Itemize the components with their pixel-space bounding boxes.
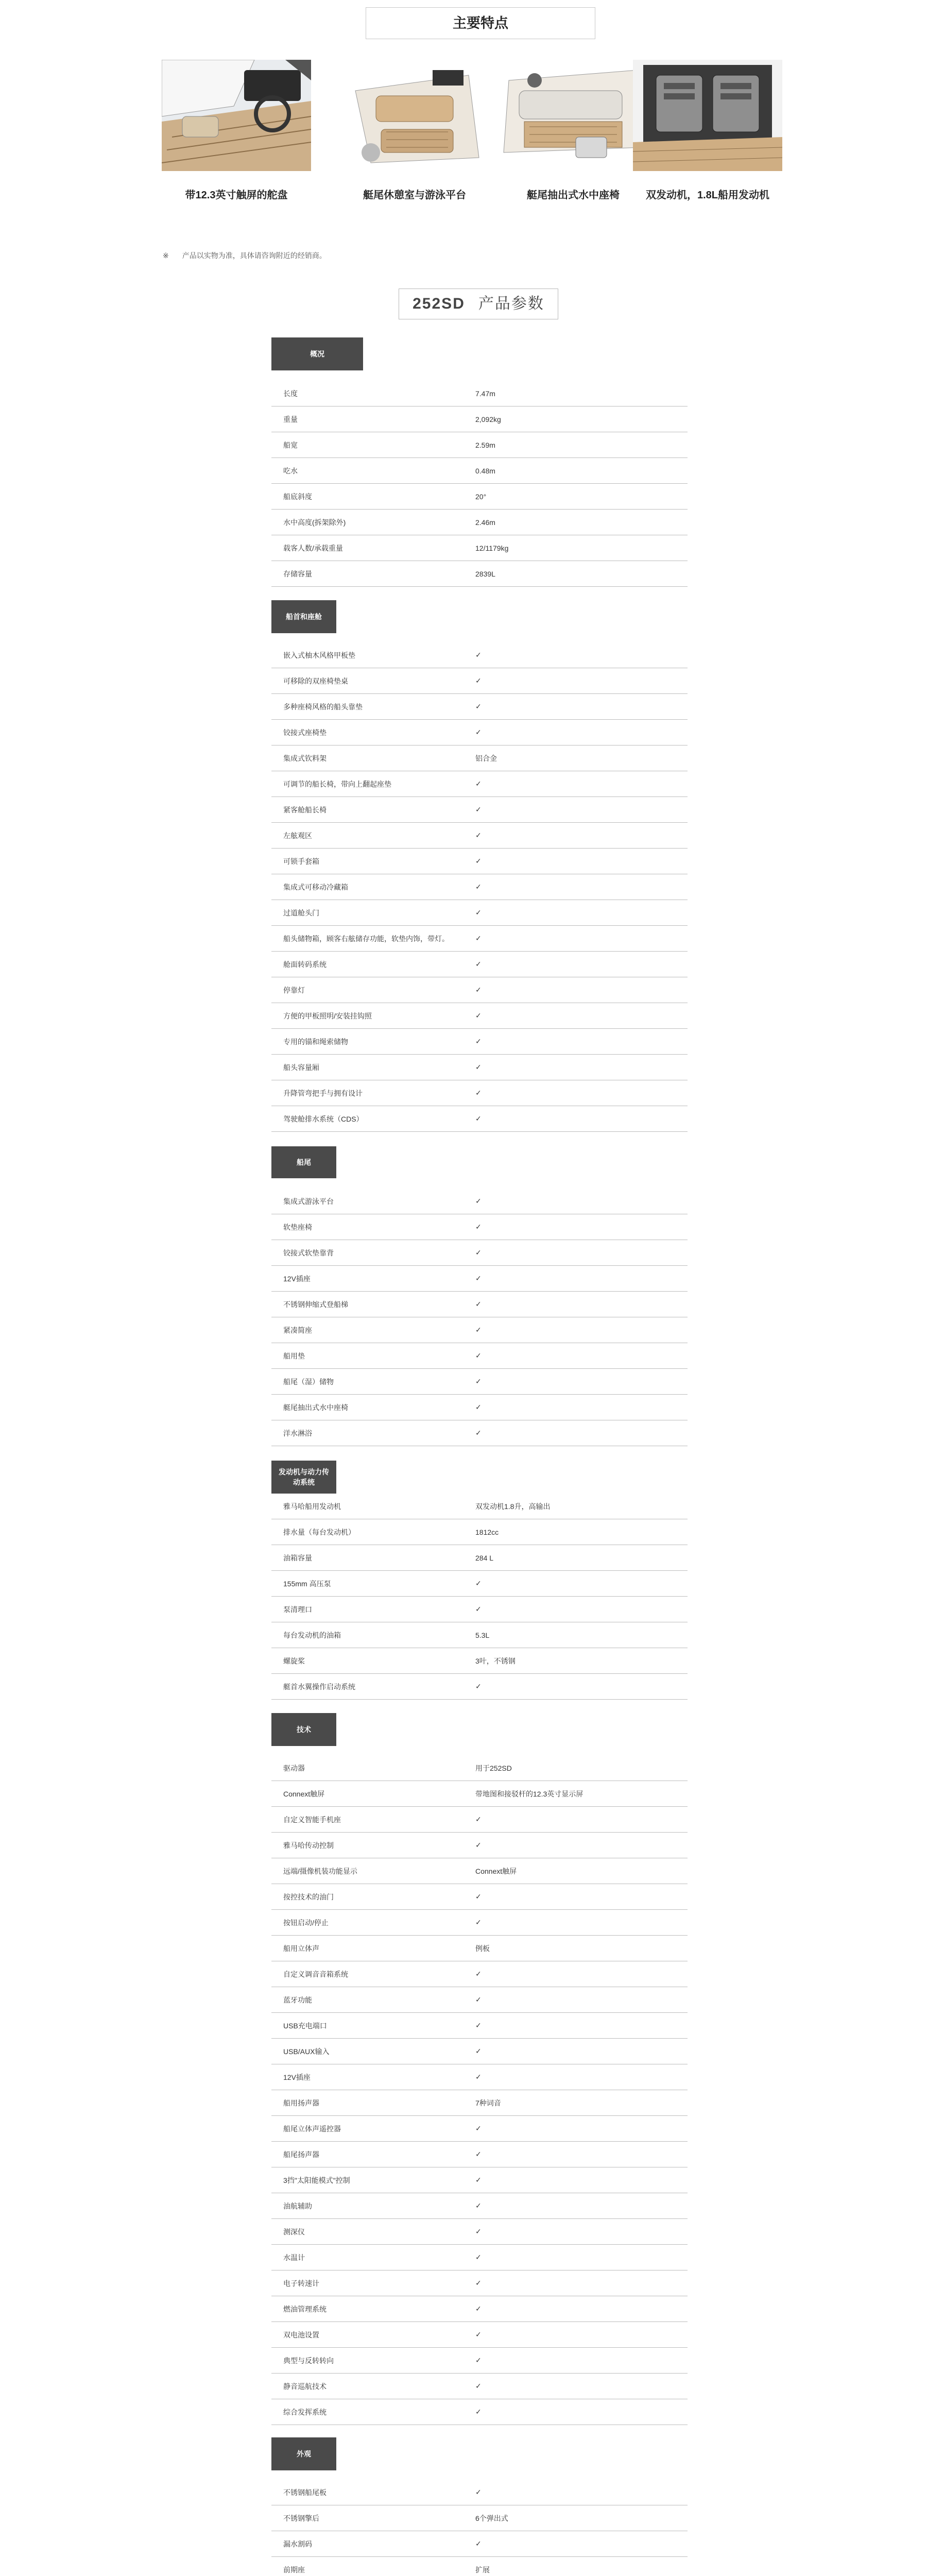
spec-key: 集成式游泳平台	[283, 1197, 334, 1206]
spec-key: 水中高度(拆架除外)	[283, 518, 346, 527]
spec-key: 左舷观区	[283, 831, 312, 840]
spec-key: 综合发挥系统	[283, 2408, 327, 2416]
spec-key: 船用立体声	[283, 1944, 319, 1953]
spec-key: 升降管弯把手与拥有设计	[283, 1089, 363, 1097]
check-icon: ✓	[475, 1970, 482, 1978]
spec-row	[271, 849, 688, 874]
spec-row	[271, 2142, 688, 2167]
spec-row	[271, 771, 688, 797]
spec-row	[271, 2219, 688, 2245]
spec-key: 重量	[283, 415, 298, 423]
spec-row	[271, 1106, 688, 1132]
spec-row	[271, 1029, 688, 1055]
check-icon: ✓	[475, 908, 482, 917]
spec-key: 前期座	[283, 2565, 305, 2574]
check-icon: ✓	[475, 1892, 482, 1901]
spec-key: 每台发动机的油箱	[283, 1631, 341, 1639]
spec-row	[271, 2193, 688, 2219]
check-icon: ✓	[475, 831, 482, 839]
features-title: 主要特点	[366, 7, 595, 39]
spec-key: 12V插座	[283, 2073, 311, 2081]
spec-key: 远端/摄像机装功能显示	[283, 1867, 357, 1875]
spec-key: 水温计	[283, 2253, 305, 2262]
spec-row	[271, 642, 688, 668]
spec-key: USB/AUX输入	[283, 2047, 330, 2056]
note-text: 产品以实物为准，具体请咨询附近的经销商。	[182, 251, 327, 260]
section-header: 概况	[271, 337, 363, 370]
spec-value: 2,092kg	[475, 415, 501, 423]
check-icon: ✓	[475, 960, 482, 968]
spec-key: 方便的甲板照明/安装挂钩照	[283, 1011, 372, 1020]
spec-row	[271, 1833, 688, 1858]
spec-key: 船头储物箱，顾客右舷储存功能，软垫内饰，带灯。	[283, 934, 449, 943]
spec-key: 驾驶舱排水系统（CDS）	[283, 1114, 364, 1123]
spec-value: 扩展	[475, 2565, 490, 2574]
spec-value: 0.48m	[475, 466, 495, 475]
section-header: 船首和座舱	[271, 600, 336, 633]
disclaimer-note	[163, 250, 327, 261]
spec-key: 集成式钦料架	[283, 754, 327, 762]
spec-key: 艇首水翼操作启动系统	[283, 1682, 355, 1691]
check-icon: ✓	[475, 1197, 482, 1205]
spec-row	[271, 432, 688, 458]
check-icon: ✓	[475, 1429, 482, 1437]
spec-section	[271, 2437, 688, 2576]
spec-row	[271, 1266, 688, 1292]
spec-row	[271, 797, 688, 823]
spec-row	[271, 2116, 688, 2142]
feature-card-helm	[162, 60, 311, 201]
check-icon: ✓	[475, 1114, 482, 1123]
spec-key: 长度	[283, 389, 298, 398]
check-icon: ✓	[475, 1326, 482, 1334]
spec-value: 用于252SD	[475, 1764, 512, 1772]
spec-row	[271, 2480, 688, 2505]
section-header: 发动机与动力传动系统	[271, 1461, 336, 1494]
spec-row	[271, 1003, 688, 1029]
spec-key: 船底斜度	[283, 492, 312, 501]
spec-key: 船用垫	[283, 1351, 305, 1360]
spec-value: 1812cc	[475, 1528, 499, 1536]
spec-row	[271, 2322, 688, 2348]
spec-section	[271, 337, 688, 587]
check-icon: ✓	[475, 2047, 482, 2055]
check-icon: ✓	[475, 728, 482, 736]
spec-row	[271, 2531, 688, 2557]
check-icon: ✓	[475, 1918, 482, 1926]
spec-key: 多种座椅风格的船头靠垫	[283, 702, 363, 711]
section-header: 船尾	[271, 1146, 336, 1178]
spec-row	[271, 694, 688, 720]
spec-key: 可移除的双座椅垫桌	[283, 676, 348, 685]
helm-dashboard-image	[162, 60, 311, 171]
spec-key: 静音巡航技术	[283, 2382, 327, 2391]
spec-key: 船用扬声器	[283, 2098, 319, 2107]
spec-value: 2.59m	[475, 440, 495, 449]
spec-key: 自定义调音音箱系统	[283, 1970, 348, 1978]
spec-key: 油箱容量	[283, 1553, 312, 1562]
check-icon: ✓	[475, 1351, 482, 1360]
spec-row	[271, 1292, 688, 1317]
check-icon: ✓	[475, 702, 482, 710]
spec-model: 252SD	[413, 295, 465, 312]
spec-row	[271, 561, 688, 587]
spec-row	[271, 1936, 688, 1961]
check-icon: ✓	[475, 779, 482, 788]
check-icon: ✓	[475, 2150, 482, 2158]
check-icon: ✓	[475, 1815, 482, 1823]
spec-row	[271, 510, 688, 535]
spec-value: 带地图和接驳杆的12.3英寸显示屏	[475, 1789, 583, 1798]
spec-value: 6个弹出式	[475, 2514, 508, 2522]
spec-key: USB充电端口	[283, 2021, 327, 2030]
spec-row	[271, 874, 688, 900]
spec-key: 按控技术的油门	[283, 1892, 334, 1901]
spec-value: 12/1179kg	[475, 544, 509, 552]
spec-key: 船尾立体声遥控器	[283, 2124, 341, 2133]
spec-key: 船宽	[283, 440, 298, 449]
check-icon: ✓	[475, 2021, 482, 2029]
check-icon: ✓	[475, 2073, 482, 2081]
check-icon: ✓	[475, 2176, 482, 2184]
spec-row	[271, 1189, 688, 1214]
spec-key: 嵌入式柚木风格甲板垫	[283, 651, 355, 659]
feature-card-engine	[633, 60, 782, 201]
spec-key: 舱面转码系统	[283, 960, 327, 969]
spec-row	[271, 1622, 688, 1648]
spec-value: 3叶，不锈钢	[475, 1656, 516, 1665]
check-icon: ✓	[475, 1089, 482, 1097]
twin-engine-image	[633, 60, 782, 171]
spec-value: 7种词音	[475, 2098, 501, 2107]
check-icon: ✓	[475, 1300, 482, 1308]
spec-row	[271, 1420, 688, 1446]
check-icon: ✓	[475, 1223, 482, 1231]
spec-row	[271, 1055, 688, 1080]
spec-row	[271, 2270, 688, 2296]
spec-row	[271, 2013, 688, 2039]
check-icon: ✓	[475, 2408, 482, 2416]
spec-row	[271, 2090, 688, 2116]
spec-table	[271, 337, 688, 2576]
spec-key: 不锈钢船尾板	[283, 2488, 327, 2497]
spec-row	[271, 1240, 688, 1266]
spec-key: 电子转速计	[283, 2279, 319, 2287]
spec-row	[271, 406, 688, 432]
spec-row	[271, 977, 688, 1003]
spec-row	[271, 1545, 688, 1571]
spec-key: 不锈钢擎后	[283, 2514, 319, 2522]
spec-row	[271, 2348, 688, 2374]
check-icon: ✓	[475, 1037, 482, 1045]
spec-key: 可锁手套箱	[283, 857, 319, 866]
spec-key: 可调节的船长椅，带向上翻起座垫	[283, 779, 391, 788]
spec-title	[399, 289, 558, 319]
check-icon: ✓	[475, 1403, 482, 1411]
spec-key: 船头容量厢	[283, 1063, 319, 1072]
check-icon: ✓	[475, 1579, 482, 1587]
check-icon: ✓	[475, 1995, 482, 2004]
spec-row	[271, 1343, 688, 1369]
spec-row	[271, 2557, 688, 2576]
spec-value: 双发动机1.8升，高输出	[475, 1502, 551, 1511]
spec-key: 紧凑简座	[283, 1326, 312, 1334]
spec-key: 驱动器	[283, 1764, 305, 1772]
spec-value: 20°	[475, 492, 487, 501]
spec-key: 过道舱头门	[283, 908, 319, 917]
spec-row	[271, 1648, 688, 1674]
spec-row	[271, 2399, 688, 2425]
spec-key: 存储容量	[283, 569, 312, 578]
spec-row	[271, 1858, 688, 1884]
spec-row	[271, 2296, 688, 2322]
check-icon: ✓	[475, 2253, 482, 2261]
spec-row	[271, 2039, 688, 2064]
spec-row	[271, 458, 688, 484]
spec-key: 紧客舱船长椅	[283, 805, 327, 814]
spec-row	[271, 745, 688, 771]
spec-key: 艇尾抽出式水中座椅	[283, 1403, 348, 1412]
spec-value: 284 L	[475, 1553, 494, 1562]
check-icon: ✓	[475, 2201, 482, 2210]
spec-row	[271, 1494, 688, 1519]
spec-row	[271, 1519, 688, 1545]
feature-card-lounge	[340, 60, 489, 201]
spec-row	[271, 484, 688, 510]
check-icon: ✓	[475, 1377, 482, 1385]
spec-row	[271, 2374, 688, 2399]
check-icon: ✓	[475, 1063, 482, 1071]
spec-key: 铰接式软垫靠背	[283, 1248, 334, 1257]
spec-key: 雅马哈船用发动机	[283, 1502, 341, 1511]
spec-section	[271, 1146, 688, 1446]
spec-row	[271, 720, 688, 745]
check-icon: ✓	[475, 1605, 482, 1613]
spec-row	[271, 1571, 688, 1597]
spec-key: 停靠灯	[283, 986, 305, 994]
section-header: 技术	[271, 1713, 336, 1746]
spec-row	[271, 823, 688, 849]
spec-value: 2839L	[475, 569, 495, 578]
spec-key: 雅马哈传动控制	[283, 1841, 334, 1850]
spec-row	[271, 1597, 688, 1622]
feature-caption: 双发动机，1.8L船用发动机	[645, 190, 770, 201]
spec-row	[271, 381, 688, 406]
spec-key: 船尾扬声器	[283, 2150, 319, 2159]
check-icon: ✓	[475, 934, 482, 942]
spec-row	[271, 2245, 688, 2270]
spec-row	[271, 1807, 688, 1833]
spec-key: 软垫座椅	[283, 1223, 312, 1231]
spec-key: 典型与反转转向	[283, 2356, 334, 2365]
spec-key: 油航辅助	[283, 2201, 312, 2210]
spec-row	[271, 1781, 688, 1807]
spec-key: 载客人数/承载重量	[283, 544, 343, 552]
check-icon: ✓	[475, 2124, 482, 2132]
check-icon: ✓	[475, 1011, 482, 1020]
spec-key: 3挡"太阳能模式"控制	[283, 2176, 350, 2184]
spec-row	[271, 535, 688, 561]
spec-key: 排水量（每台发动机）	[283, 1528, 355, 1536]
spec-section	[271, 600, 688, 1132]
check-icon: ✓	[475, 805, 482, 814]
spec-row	[271, 668, 688, 694]
spec-key: 铰接式座椅垫	[283, 728, 327, 737]
spec-key: 螺旋桨	[283, 1656, 305, 1665]
spec-row	[271, 1395, 688, 1420]
spec-key: Connext触屏	[283, 1789, 325, 1798]
check-icon: ✓	[475, 2382, 482, 2390]
check-icon: ✓	[475, 1682, 482, 1690]
check-icon: ✓	[475, 2488, 482, 2496]
spec-value: Connext触屏	[475, 1867, 517, 1875]
check-icon: ✓	[475, 1248, 482, 1257]
spec-label: 产品参数	[478, 295, 544, 312]
spec-value: 5.3L	[475, 1631, 490, 1639]
stern-lounge-image	[340, 60, 489, 171]
spec-row	[271, 1369, 688, 1395]
feature-card-water-seat	[499, 60, 648, 201]
check-icon: ✓	[475, 2304, 482, 2313]
spec-row	[271, 2167, 688, 2193]
spec-key: 洋水淋浴	[283, 1429, 312, 1437]
check-icon: ✓	[475, 883, 482, 891]
spec-row	[271, 926, 688, 952]
spec-key: 12V插座	[283, 1274, 311, 1283]
spec-row	[271, 1910, 688, 1936]
check-icon: ✓	[475, 2356, 482, 2364]
spec-key: 双电池设置	[283, 2330, 319, 2339]
spec-key: 155mm 高压泵	[283, 1579, 331, 1588]
feature-caption: 艇尾休憩室与游泳平台	[363, 190, 466, 201]
spec-row	[271, 952, 688, 977]
spec-key: 不锈钢伸缩式登船梯	[283, 1300, 348, 1309]
check-icon: ✓	[475, 2227, 482, 2235]
section-header: 外观	[271, 2437, 336, 2470]
check-icon: ✓	[475, 986, 482, 994]
spec-row	[271, 1961, 688, 1987]
spec-row	[271, 1674, 688, 1700]
spec-key: 专用的锚和绳索储物	[283, 1037, 348, 1046]
note-mark: ※	[163, 251, 169, 260]
spec-key: 船尾（湿）储物	[283, 1377, 334, 1386]
spec-row	[271, 1987, 688, 2013]
spec-value: 铝合金	[475, 754, 497, 762]
check-icon: ✓	[475, 676, 482, 685]
spec-row	[271, 900, 688, 926]
spec-row	[271, 1080, 688, 1106]
check-icon: ✓	[475, 1841, 482, 1849]
check-icon: ✓	[475, 2330, 482, 2338]
spec-key: 燃油管理系统	[283, 2304, 327, 2313]
spec-row	[271, 1317, 688, 1343]
spec-key: 集成式可移动冷藏箱	[283, 883, 348, 891]
check-icon: ✓	[475, 1274, 482, 1282]
spec-key: 漏水割码	[283, 2539, 312, 2548]
spec-row	[271, 2064, 688, 2090]
spec-key: 蓝牙功能	[283, 1995, 312, 2004]
feature-caption: 艇尾抽出式水中座椅	[527, 190, 620, 201]
spec-key: 吃水	[283, 466, 298, 475]
spec-row	[271, 2505, 688, 2531]
spec-row	[271, 1884, 688, 1910]
spec-key: 按钮启动/停止	[283, 1918, 329, 1927]
spec-row	[271, 1755, 688, 1781]
spec-row	[271, 1214, 688, 1240]
check-icon: ✓	[475, 857, 482, 865]
spec-value: 例板	[475, 1944, 490, 1953]
check-icon: ✓	[475, 2539, 482, 2548]
spec-key: 泵清理口	[283, 1605, 312, 1614]
spec-value: 7.47m	[475, 389, 495, 398]
spec-key: 测深仪	[283, 2227, 305, 2236]
spec-section	[271, 1713, 688, 2425]
feature-caption: 带12.3英寸触屏的舵盘	[185, 190, 288, 201]
check-icon: ✓	[475, 651, 482, 659]
spec-section	[271, 1461, 688, 1700]
stern-water-seat-image	[499, 60, 648, 171]
check-icon: ✓	[475, 2279, 482, 2287]
spec-value: 2.46m	[475, 518, 495, 527]
spec-key: 自定义智能手机座	[283, 1815, 341, 1824]
